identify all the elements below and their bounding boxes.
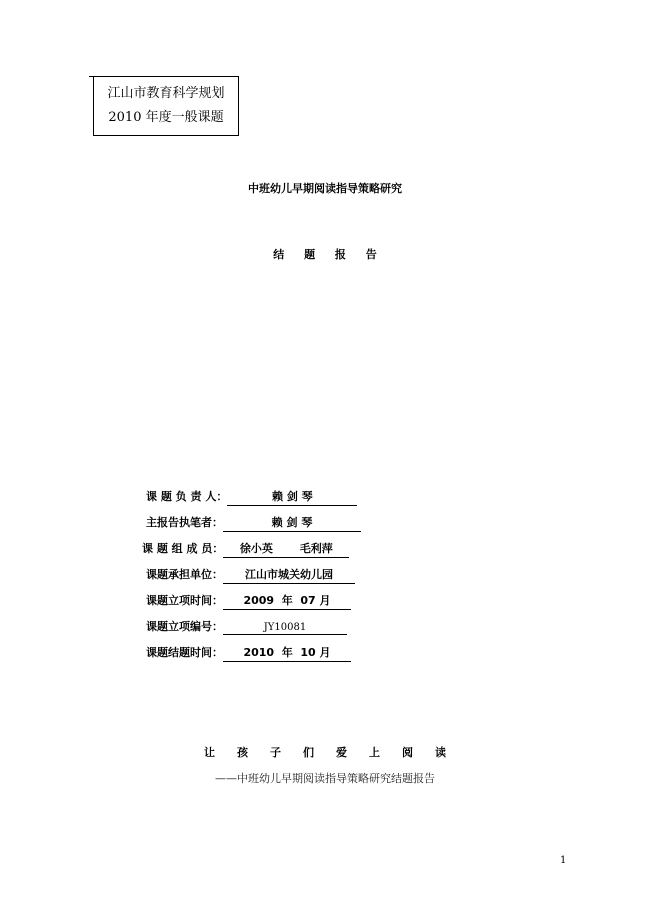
info-row-members xyxy=(142,540,349,558)
badge-line-1: 江山市教育科学规划 xyxy=(107,86,225,101)
badge-line-2: 2010 年度一般课题 xyxy=(108,110,224,125)
info-row-code xyxy=(146,618,347,635)
report-title: 中班幼儿早期阅读指导策略研究 xyxy=(248,182,402,195)
members-value: 徐小英 毛利萍 xyxy=(223,540,349,558)
leader-value: 赖 剑 琴 xyxy=(227,488,357,506)
unit-value: 江山市城关幼儿园 xyxy=(223,566,355,584)
info-row-writer xyxy=(146,514,361,532)
start-value: 2009 年 07 月 xyxy=(223,592,351,610)
leader-label: 课 题 负 责 人： xyxy=(146,490,228,503)
report-subtitle: 结 题 报 告 xyxy=(273,248,385,261)
motto-heading: 让孩子们爱上阅读 xyxy=(204,746,468,759)
info-row-end xyxy=(146,644,351,662)
writer-value: 赖 剑 琴 xyxy=(223,514,361,532)
unit-label: 课题承担单位： xyxy=(146,568,223,581)
end-value: 2010 年 10 月 xyxy=(223,644,351,662)
code-value: JY10081 xyxy=(223,622,347,635)
info-row-unit xyxy=(146,566,355,584)
code-label: 课题立项编号： xyxy=(146,620,223,633)
project-badge-box xyxy=(93,76,239,136)
writer-label: 主报告执笔者： xyxy=(146,516,223,529)
start-label: 课题立项时间： xyxy=(146,594,223,607)
info-row-start xyxy=(146,592,351,610)
motto-subheading: ——中班幼儿早期阅读指导策略研究结题报告 xyxy=(215,772,435,785)
members-label: 课 题 组 成 员： xyxy=(142,542,224,555)
info-row-leader xyxy=(146,488,357,506)
page-number: 1 xyxy=(560,855,567,866)
end-label: 课题结题时间： xyxy=(146,646,223,659)
